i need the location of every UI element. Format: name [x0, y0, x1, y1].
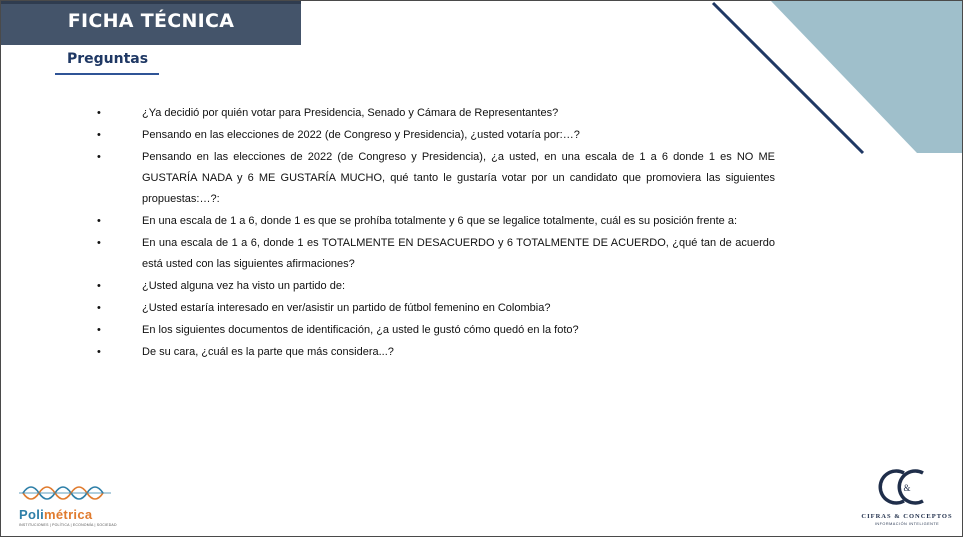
- page-title: FICHA TÉCNICA: [67, 10, 235, 32]
- bullet-icon: •: [97, 215, 101, 227]
- list-item: [93, 342, 775, 363]
- list-item: [93, 320, 775, 341]
- list-item: [93, 298, 775, 319]
- polimetrica-tagline: INSTITUCIONES | POLÍTICA | ECONOMÍA | SOCIEDAD: [19, 523, 117, 527]
- bullet-icon: •: [97, 151, 101, 163]
- bullet-icon: •: [97, 346, 101, 358]
- question-text: En los siguientes documentos de identificación, ¿a usted le gustó cómo quedó en la foto?: [142, 324, 579, 336]
- bullet-icon: •: [97, 129, 101, 141]
- polimetrica-wordmark: Polimétrica: [19, 507, 93, 522]
- bullet-icon: •: [97, 302, 101, 314]
- question-list: [93, 103, 775, 364]
- question-text: ¿Usted alguna vez ha visto un partido de:: [142, 280, 346, 292]
- corner-triangle: [771, 1, 962, 153]
- cifras-conceptos-tagline: INFORMACIÓN INTELIGENTE: [874, 522, 940, 526]
- monogram-icon: [857, 463, 957, 511]
- section-subtitle: Preguntas: [67, 51, 149, 67]
- polimetrica-logo: [17, 477, 117, 529]
- bullet-icon: •: [97, 324, 101, 336]
- bullet-icon: •: [97, 237, 101, 249]
- bullet-icon: •: [97, 107, 101, 119]
- question-text: ¿Usted estaría interesado en ver/asistir un partido de fútbol femenino en Colombia?: [142, 302, 551, 314]
- list-item: [93, 233, 775, 275]
- cifras-conceptos-wordmark: CIFRAS & CONCEPTOS: [861, 513, 953, 520]
- list-item: [93, 147, 775, 210]
- list-item: [93, 103, 775, 124]
- question-text: En una escala de 1 a 6, donde 1 es que se prohíba totalmente y 6 que se legalice totalmente, cuál es su posición frente a:: [142, 215, 738, 227]
- question-text: Pensando en las elecciones de 2022 (de Congreso y Presidencia), ¿a usted, en una escala de 1 a 6 donde 1 es NO ME GUSTARÍA NADA y 6 ME GUSTARÍA MUCHO, qué tanto le gustaría votar por un candidato que promoviera las siguientes propuestas:…?:: [142, 151, 775, 205]
- list-item: [93, 125, 775, 146]
- list-item: [93, 276, 775, 297]
- list-item: [93, 211, 775, 232]
- bullet-icon: •: [97, 280, 101, 292]
- question-text: En una escala de 1 a 6, donde 1 es TOTALMENTE EN DESACUERDO y 6 TOTALMENTE DE ACUERDO, ¿qué tan de acuerdo está usted con las siguientes afirmaciones?: [142, 237, 775, 270]
- question-text: De su cara, ¿cuál es la parte que más considera...?: [142, 346, 394, 358]
- wave-icon: [17, 477, 117, 505]
- question-text: Pensando en las elecciones de 2022 (de Congreso y Presidencia), ¿usted votaría por:…?: [142, 129, 580, 141]
- svg-text:&: &: [903, 483, 911, 493]
- cifras-conceptos-logo: [857, 463, 957, 533]
- question-text: ¿Ya decidió por quién votar para Presidencia, Senado y Cámara de Representantes?: [142, 107, 559, 119]
